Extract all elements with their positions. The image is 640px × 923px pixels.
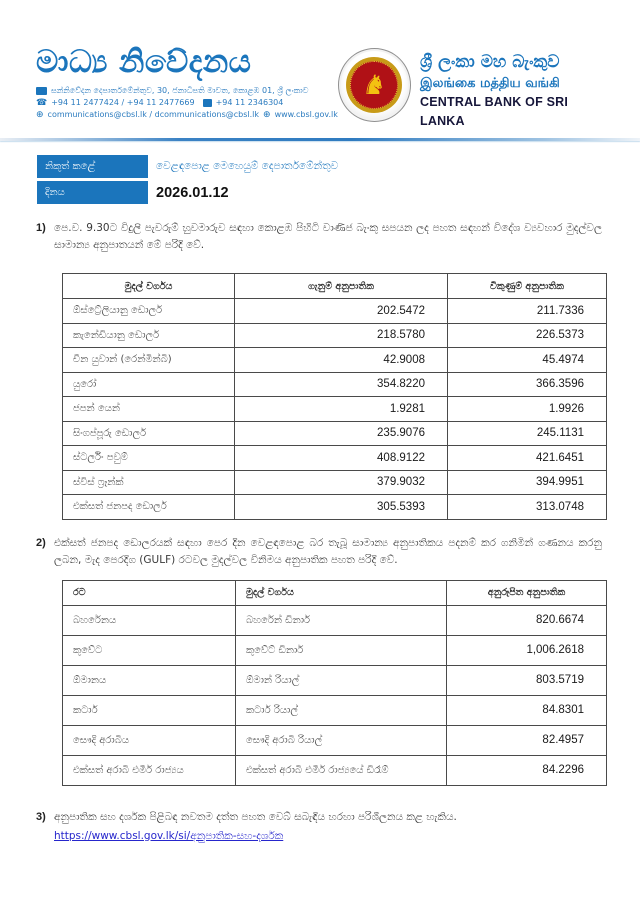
col-header-country: රට — [63, 580, 236, 605]
seal-gold-ring — [346, 57, 402, 113]
country-name: සෞදි අරාබිය — [63, 725, 236, 755]
rates-link-line — [54, 828, 604, 844]
currency-name: ස්විස් ෆ්‍රෑන්ක් — [63, 470, 235, 495]
currency-name: ජපන් යෙන් — [63, 397, 235, 422]
paragraph-3-text: අනුපාතික සහ දර්ශක පිළිබඳ නවතම දත්ත පහත වෙබ් සබැඳිය හරහා පරිශීලනය කළ හැකිය. — [54, 810, 457, 823]
address-text: සන්නිවේදන දෙපාර්තමේන්තුව, 30, ජනාධිපති මාවත, කොළඹ 01, ශ්‍රී ලංකාව — [51, 86, 309, 95]
letterhead-left — [36, 44, 338, 121]
meta-section — [37, 155, 640, 204]
blue-divider-bar — [0, 138, 640, 141]
issued-by-value: වෙළඳපොළ මෙහෙයුම් දෙපාර්තමේන්තුව — [156, 160, 339, 172]
currency-name: එක්සත් ජනපද ඩොලර් — [63, 495, 235, 520]
buy-rate: 202.5472 — [235, 299, 448, 324]
table-row — [63, 323, 607, 348]
bank-name-block — [420, 48, 614, 131]
issued-by-row — [37, 155, 640, 178]
col-header-sell-rate: විකුණුම් අනුපාතික — [448, 274, 607, 299]
currency-name: සිංගප්පූරු ඩොලර් — [63, 421, 235, 446]
address-line — [36, 85, 338, 97]
exchange-rates-table — [62, 273, 607, 520]
bank-name-tamil: இலங்கை மத்திய வங்கி — [420, 76, 560, 91]
currency-name: කුවේට් ඩිනාර් — [236, 635, 447, 665]
buy-rate: 408.9122 — [235, 446, 448, 471]
paragraph-2-text: එක්සත් ජනපද ඩොලරයක් සඳහා පෙර දින වෙළඳපොළ බර තැබූ සාමාන්‍ය අනුපාතිකය පදනම් කර ගනිමින් ගණනය කරනු ලබන, මැද පෙරදිග (GULF) රටවල මුදල්වල විනිමය අනුපාතික පහත පරිදි වේ. — [54, 536, 602, 566]
buy-rate: 305.5393 — [235, 495, 448, 520]
table-row — [63, 665, 607, 695]
bank-name-sinhala: ශ්‍රී ලංකා මහ බැංකුව — [420, 52, 560, 72]
letterhead-right — [338, 48, 614, 131]
corresponding-rate: 82.4957 — [447, 725, 607, 755]
buy-rate: 218.5780 — [235, 323, 448, 348]
page-title: මාධ්‍ය නිවේදනය — [36, 44, 252, 80]
sell-rate: 226.5373 — [448, 323, 607, 348]
corresponding-rate: 84.8301 — [447, 695, 607, 725]
currency-name: යුරෝ — [63, 372, 235, 397]
table-row — [63, 725, 607, 755]
sell-rate: 313.0748 — [448, 495, 607, 520]
paragraph-1 — [36, 220, 602, 254]
date-value: 2026.01.12 — [156, 184, 229, 201]
table-row — [63, 348, 607, 373]
email-icon: ⊕ — [36, 109, 44, 120]
table-row — [63, 446, 607, 471]
corresponding-rate: 1,006.2618 — [447, 635, 607, 665]
paragraph-3 — [36, 809, 602, 826]
paragraph-1-text: පෙ.ව. 9.30ට විදුලි පැවරුම් හුවමාරුව සඳහා කොළඹ පිහිටි වාණිජ බැංකු සපයන ලද පහත සඳහන් විදේශ ව්‍යවහාර මුදල්වල සාමාන්‍ය අනුපාතයන් මේ පරිදි වේ. — [54, 222, 602, 251]
country-name: කටාර් — [63, 695, 236, 725]
web-line — [36, 109, 338, 121]
table-row — [63, 605, 607, 635]
corresponding-rate: 820.6674 — [447, 605, 607, 635]
phone-line — [36, 97, 338, 109]
envelope-icon — [36, 87, 47, 95]
lion-icon: ♞ — [362, 69, 387, 101]
country-name: ඕමානය — [63, 665, 236, 695]
table-row — [63, 299, 607, 324]
col-header-currency: මුදල් වර්ගය — [63, 274, 235, 299]
sell-rate: 421.6451 — [448, 446, 607, 471]
globe-icon: ⊕ — [263, 109, 271, 120]
country-name: බහරේනය — [63, 605, 236, 635]
contact-block — [36, 85, 338, 121]
phone-icon: ☎ — [36, 97, 48, 108]
fax-icon — [203, 99, 212, 107]
buy-rate: 379.9032 — [235, 470, 448, 495]
fax-number: +94 11 2346304 — [215, 98, 284, 107]
currency-name: චීන යුවාන් (රෙන්මින්බි) — [63, 348, 235, 373]
sell-rate: 1.9926 — [448, 397, 607, 422]
table-row — [63, 397, 607, 422]
country-name: කුවේට — [63, 635, 236, 665]
buy-rate: 235.9076 — [235, 421, 448, 446]
date-row — [37, 181, 640, 204]
sell-rate: 366.3596 — [448, 372, 607, 397]
sell-rate: 394.9951 — [448, 470, 607, 495]
country-name: එක්සත් අරාබි එමීර් රාජ්‍යය — [63, 755, 236, 785]
col-header-currency: මුදල් වර්ගය — [236, 580, 447, 605]
phone-numbers: +94 11 2477424 / +94 11 2477669 — [51, 98, 195, 107]
buy-rate: 1.9281 — [235, 397, 448, 422]
website-url: www.cbsl.gov.lk — [274, 110, 338, 119]
sell-rate: 245.1131 — [448, 421, 607, 446]
email-addresses: communications@cbsl.lk / dcommunications@cbsl.lk — [47, 110, 260, 119]
currency-name: ඕස්ට්‍රේලියානු ඩොලර් — [63, 299, 235, 324]
table-row — [63, 421, 607, 446]
table-header-row — [63, 274, 607, 299]
sell-rate: 45.4974 — [448, 348, 607, 373]
corresponding-rate: 803.5719 — [447, 665, 607, 695]
currency-name: ඕමාන් රියාල් — [236, 665, 447, 695]
table-row — [63, 470, 607, 495]
table-row — [63, 755, 607, 785]
buy-rate: 354.8220 — [235, 372, 448, 397]
paragraph-1-number: 1) — [36, 222, 46, 234]
currency-name: කටාර් රියාල් — [236, 695, 447, 725]
table-row — [63, 695, 607, 725]
currency-name: බහරේන් ඩිනාර් — [236, 605, 447, 635]
currency-name: ස්ටර්ලිං පවුම් — [63, 446, 235, 471]
table-header-row — [63, 580, 607, 605]
sell-rate: 211.7336 — [448, 299, 607, 324]
table-row — [63, 372, 607, 397]
currency-name: එක්සත් අරාබි එමීර් රාජ්‍යයේ ඩිරෑම් — [236, 755, 447, 785]
issued-by-label: නිකුත් කළේ — [37, 155, 148, 178]
currency-name: සෞදි අරාබි රියාල් — [236, 725, 447, 755]
paragraph-2 — [36, 535, 602, 569]
rates-and-indicators-link[interactable]: https://www.cbsl.gov.lk/si/අනුපාතික-සහ-දර්ශක — [54, 829, 284, 842]
letterhead — [0, 0, 640, 131]
date-label: දිනය — [37, 181, 148, 204]
table-row — [63, 495, 607, 520]
col-header-rate: අනුරූපිත අනුපාතික — [447, 580, 607, 605]
bank-name-english: CENTRAL BANK OF SRI LANKA — [420, 95, 569, 128]
cbsl-seal-logo — [338, 48, 411, 122]
col-header-buy-rate: ගැනුම් අනුපාතික — [235, 274, 448, 299]
paragraph-2-number: 2) — [36, 536, 46, 549]
gulf-rates-table — [62, 580, 607, 786]
seal-red-disc — [350, 61, 398, 109]
corresponding-rate: 84.2296 — [447, 755, 607, 785]
table-row — [63, 635, 607, 665]
buy-rate: 42.9008 — [235, 348, 448, 373]
paragraph-3-number: 3) — [36, 810, 46, 823]
currency-name: කැනේඩියානු ඩොලර් — [63, 323, 235, 348]
